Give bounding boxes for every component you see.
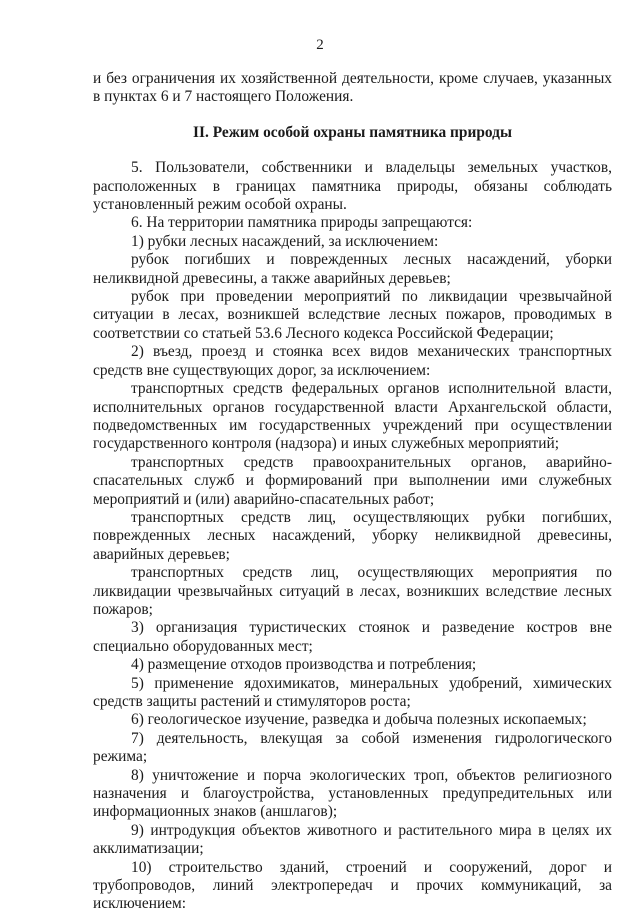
paragraph-subitem-5: 5) применение ядохимикатов, минеральных удобрений, химических средств защиты растений и стимуляторов роста; xyxy=(93,674,612,710)
paragraph-subitem-2: 2) въезд, проезд и стоянка всех видов механических транспортных средств вне существующих дорог, за исключением: xyxy=(93,343,612,379)
paragraph-subitem-7: 7) деятельность, влекущая за собой изменения гидрологического режима; xyxy=(93,729,612,766)
intro-paragraph: и без ограничения их хозяйственной деятельности, кроме случаев, указанных в пунктах 6 и 7 настоящего Положения. xyxy=(93,70,612,106)
paragraph-item-6: 6. На территории памятника природы запрещаются: xyxy=(131,214,473,232)
paragraph-subitem-1: 1) рубки лесных насаждений, за исключением: xyxy=(131,232,439,250)
paragraph-exception: транспортных средств федеральных органов исполнительной власти, исполнительных органов государственной власти Архангельской области, подведомственных им государственных учреждений при осуществлении государственного контроля (надзора) и иных служебных мероприятий; xyxy=(93,380,612,453)
paragraph-exception: транспортных средств лиц, осуществляющих рубки погибших, поврежденных лесных насаждений, уборку неликвидной древесины, аварийных деревьев; xyxy=(93,508,612,563)
paragraph-exception: транспортных средств лиц, осуществляющих мероприятия по ликвидации чрезвычайных ситуаций в лесах, возникших вследствие лесных пожаров; xyxy=(93,564,612,618)
paragraph-subitem-9: 9) интродукция объектов животного и растительного мира в целях их акклиматизации; xyxy=(93,821,612,858)
paragraph-exception: рубок при проведении мероприятий по ликвидации чрезвычайной ситуации в лесах, возникшей вследствие лесных пожаров, проводимых в соответствии со статьей 53.6 Лесного кодекса Российской Федерации; xyxy=(93,288,612,342)
document-body xyxy=(93,70,612,914)
paragraph-item-5: 5. Пользователи, собственники и владельцы земельных участков, расположенных в границах памятника природы, обязаны соблюдать установленный режим особой охраны. xyxy=(93,159,612,214)
paragraph-subitem-10: 10) строительство зданий, строений и сооружений, дорог и трубопроводов, линий электропередач и прочих коммуникаций, за исключением: xyxy=(93,858,612,913)
paragraph-exception: транспортных средств правоохранительных органов, аварийно-спасательных служб и формирований при выполнении ими служебных мероприятий и (или) аварийно-спасательных работ; xyxy=(93,453,612,508)
page-number: 2 xyxy=(316,37,324,53)
section-heading: II. Режим особой охраны памятника природы xyxy=(193,123,512,141)
paragraph-subitem-8: 8) уничтожение и порча экологических троп, объектов религиозного назначения и благоустройства, установленных предупредительных или информационных знаков (аншлагов); xyxy=(93,766,612,821)
paragraph-subitem-4: 4) размещение отходов производства и потребления; xyxy=(131,656,477,674)
paragraph-exception: рубок погибших и поврежденных лесных насаждений, уборки неликвидной древесины, а также аварийных деревьев; xyxy=(93,251,612,287)
paragraph-subitem-3: 3) организация туристических стоянок и разведение костров вне специально оборудованных мест; xyxy=(93,619,612,655)
paragraph-subitem-6: 6) геологическое изучение, разведка и добыча полезных ископаемых; xyxy=(131,711,587,729)
